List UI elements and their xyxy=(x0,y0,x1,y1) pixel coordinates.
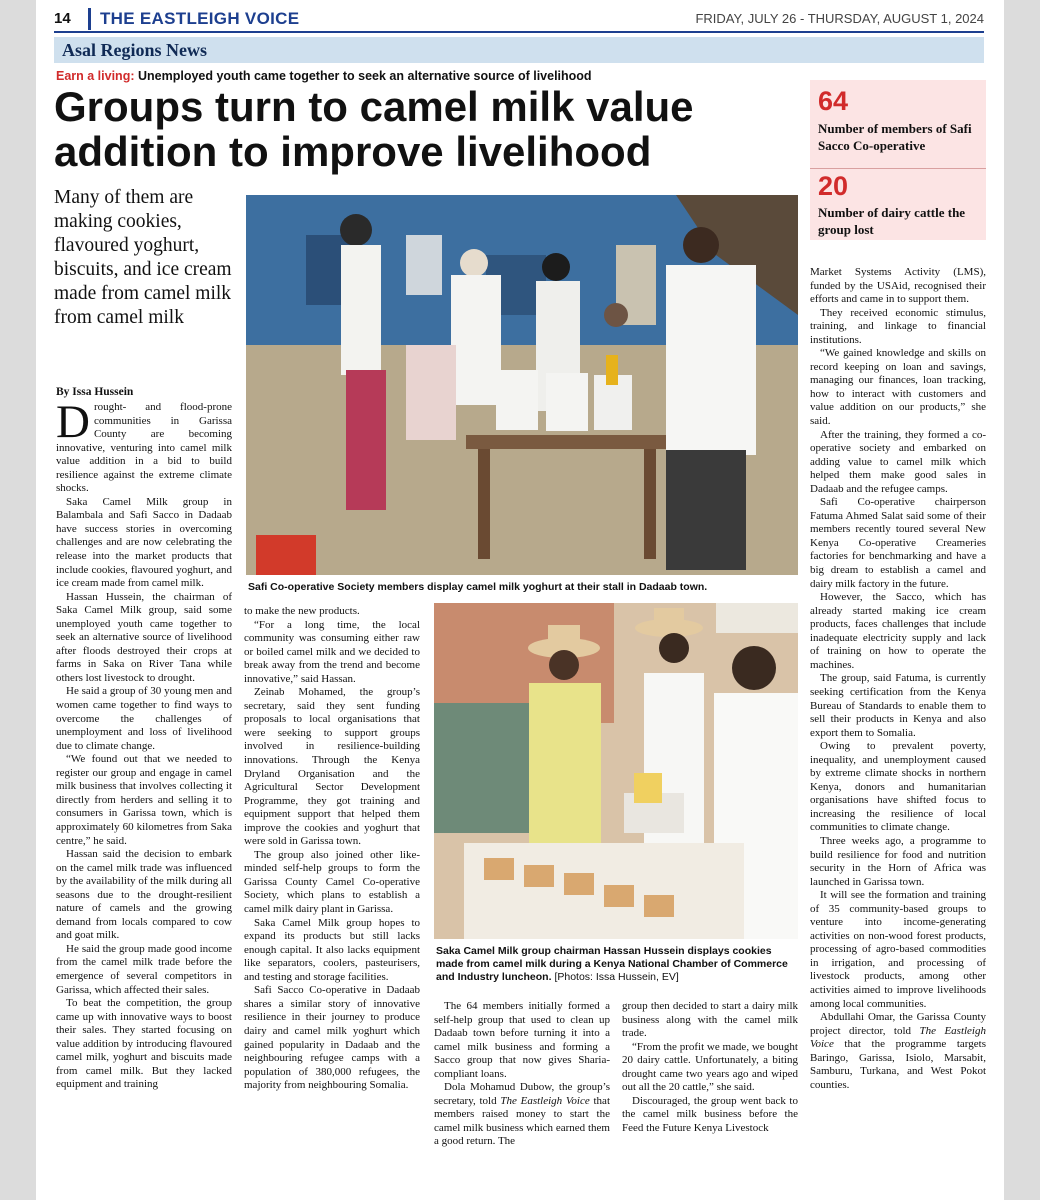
paragraph: “From the profit we made, we bought 20 dairy cattle. Unfortunately, a biting drought came two years ago and wiped out all the 20 cattle,” she said. xyxy=(622,1040,798,1094)
deck: Many of them are making cookies, flavoured yoghurt, biscuits, and ice cream made from camel milk from camel milk xyxy=(54,187,232,328)
paragraph: He said a group of 30 young men and women came together to find ways to overcome the challenges of unemployment and loss of livelihood due to climate change. xyxy=(56,685,232,752)
paragraph: However, the Sacco, which has already started making ice cream products, faces challenges that include inadequate electricity supply and lack of training on how to operate the machines. xyxy=(810,591,986,671)
paragraph: He said the group made good income from the camel milk trade before the emergence of several competitors in Garissa, which affected their sales. xyxy=(56,942,232,996)
paragraph: Zeinab Mohamed, the group’s secretary, said they sent funding proposals to local organisations that were seeking to support groups involved in resilience-building innovations. Through the Kenya Dryland Organisation and the Agricultural Sector Development Programme, they got training and equipment support that helped them improve the cookies and yoghurt that were sold in Garissa town. xyxy=(244,686,420,848)
kicker-label: Earn a living: xyxy=(56,69,135,83)
section-title: Asal Regions News xyxy=(62,40,208,60)
masthead-divider xyxy=(88,8,91,30)
paragraph: The group, said Fatuma, is currently seeking certification from the Kenya Bureau of Standards to enable them to sell their products in Kenya and also export them to Somalia. xyxy=(810,672,986,739)
stat-number: 20 xyxy=(818,171,849,201)
paragraph: Hassan said the decision to embark on the camel milk trade was influenced by the availability of the milk during all seasons due to the drought-resilient nature of camels and the growing demand from locals compared to cow and goat milk. xyxy=(56,848,232,942)
article-column-2 xyxy=(244,605,420,1165)
paragraph: Discouraged, the group went back to the camel milk business before the Feed the Future Kenya Livestock xyxy=(622,1094,798,1134)
byline: By Issa Hussein xyxy=(56,386,134,398)
stats-divider xyxy=(810,168,986,169)
paragraph: Safi Co-operative chairperson Fatuma Ahmed Salat said some of their members recently toured several New Kenya Co-operative Creameries factories for benchmarking and have a big dream to establish a camel and dairy milk factory in the future. xyxy=(810,496,986,590)
photo-yoghurt-stall-image xyxy=(246,195,798,575)
paragraph: Safi Sacco Co-operative in Dadaab shares a similar story of innovative resilience in their journey to produce dairy and camel milk yoghurt which gained popularity in Dadaab and the neighbouring refugee camps with a population of 380,000 refugees, the majority from neighbouring Somalia. xyxy=(244,984,420,1092)
kicker-text: Unemployed youth came together to seek an alternative source of livelihood xyxy=(137,69,592,83)
paragraph: “We gained knowledge and skills on record keeping on loan and savings, managing our finances, loan tracking, how to interact with customers and value addition on our products,” she said. xyxy=(810,347,986,428)
paragraph: The group also joined other like-minded self-help groups to form the Garissa County Camel Co-operative Society, which plans to establish a camel milk dairy plant in Garissa. xyxy=(244,848,420,916)
paragraph: Saka Camel Milk group hopes to expand its products but still lacks enough capital. It also lacks equipment like separators, coolers, pasteurisers, and testing and storage facilities. xyxy=(244,916,420,983)
paragraph: Market Systems Activity (LMS), funded by the USAid, recognised their efforts and came in to support them. xyxy=(810,266,986,306)
section-banner xyxy=(54,37,984,63)
paragraph: The 64 members initially formed a self-help group that used to clean up Dadaab town before turning it into a camel milk business and forming a Sacco group that now gives Sharia-compliant loans. xyxy=(434,1000,610,1080)
stat-label: Number of dairy cattle the group lost xyxy=(818,205,966,237)
kicker xyxy=(56,69,592,83)
article-column-3 xyxy=(434,1000,610,1166)
article-column-5 xyxy=(810,266,986,1166)
paragraph: to make the new products. xyxy=(244,605,360,617)
paragraph: It will see the formation and training of 35 community-based groups to venture into income-generating activities on non-wood forest products, processing of agro-based commodities in irrigation, and processing of livestock products, among other activities aimed to improve livelihoods among local communities. xyxy=(810,889,986,1010)
photo-caption: Safi Co-operative Society members display camel milk yoghurt at their stall in Dadaab town. xyxy=(248,581,708,593)
article-column-1 xyxy=(56,401,232,1166)
paragraph: “We found out that we needed to register our group and engage in camel milk business that involves collecting it directly from herders and selling it to consumers in Garissa town, which is approximately 60 kilometres from Saka centre,” he said. xyxy=(56,753,232,847)
stat-number: 64 xyxy=(818,86,849,116)
masthead-rule xyxy=(54,31,984,33)
photo-cookies-display-image xyxy=(434,603,798,939)
paragraph: Dola Mohamud Dubow, the group’s secretary, told The Eastleigh Voice that members raised money to start the camel milk business which earned them a good return. The xyxy=(434,1081,610,1148)
paragraph: Owing to prevalent poverty, inequality, and unemployment caused by extreme climate shocks in northern Kenya, donors and humanitarian organisations have shifted focus to increasing the resilience of local communities to climate change. xyxy=(810,740,986,834)
paragraph: Abdullahi Omar, the Garissa County project director, told The Eastleigh Voice that the programme targets Baringo, Garissa, Isiolo, Marsabit, Samburu, Turkana, and West Pokot counties. xyxy=(810,1011,986,1091)
drop-cap: D xyxy=(56,401,90,448)
masthead xyxy=(36,6,1004,32)
article-column-4 xyxy=(622,1000,798,1166)
paragraph: To beat the competition, the group came up with innovative ways to boost their sales. They started focusing on value addition by introducing flavoured camel milk, yoghurt and biscuits made from camel milk. But they lacked equipment and training xyxy=(56,997,232,1091)
paragraph: Saka Camel Milk group in Balambala and Safi Sacco in Dadaab have success stories in overcoming challenges and are now celebrating the release into the market products that include cookies, flavoured yoghurt, and ice cream made from camel milk. xyxy=(56,495,232,590)
paragraph: group then decided to start a dairy milk business along with the camel milk trade. xyxy=(622,1000,798,1040)
publication-mention: The Eastleigh Voice xyxy=(500,1094,590,1107)
photo-caption-text: Saka Camel Milk group chairman Hassan Hussein displays cookies made from camel milk during a Kenya National Chamber of Commerce and Industry luncheon. xyxy=(436,945,788,983)
photo-yoghurt-stall xyxy=(246,195,798,575)
publication-mention: The Eastleigh Voice xyxy=(810,1024,986,1051)
stats-box xyxy=(810,80,986,240)
paragraph: Three weeks ago, a programme to build resilience for food and nutrition security in the Horn of Africa was launched in Garissa town. xyxy=(810,834,986,888)
paragraph: After the training, they formed a co-operative society and embarked on adding value to camel milk which helped them make good sales in Dadaab and the refugee camps. xyxy=(810,428,986,495)
photo-credit: [Photos: Issa Hussein, EV] xyxy=(554,971,679,983)
newspaper-page xyxy=(36,0,1004,1200)
paragraph: rought- and flood-prone communities in Garissa County are becoming innovative, venturing into camel milk value addition in a bid to build resilience against the extreme climate shocks. xyxy=(56,401,232,495)
paragraph: “For a long time, the local community was consuming either raw or boiled camel milk and we decided to break away from the trend and become innovative,” said Hassan. xyxy=(244,618,420,685)
headline: Groups turn to camel milk value addition to improve livelihood xyxy=(54,83,694,175)
page-number: 14 xyxy=(54,10,71,27)
stat-label: Number of members of Safi Sacco Co-operative xyxy=(818,121,972,153)
paragraph: They received economic stimulus, training, and linkage to financial institutions. xyxy=(810,306,986,346)
photo-cookies-display xyxy=(434,603,798,939)
photo-caption xyxy=(436,945,800,984)
issue-date: FRIDAY, JULY 26 - THURSDAY, AUGUST 1, 2024 xyxy=(695,11,984,26)
publication-name: THE EASTLEIGH VOICE xyxy=(100,9,300,28)
paragraph: Hassan Hussein, the chairman of Saka Camel Milk group, said some unemployed youth came together to seek an alternative source of livelihood after floods destroyed their crops at farms in Saka on River Tana while others lost livestock to drought. xyxy=(56,590,232,684)
